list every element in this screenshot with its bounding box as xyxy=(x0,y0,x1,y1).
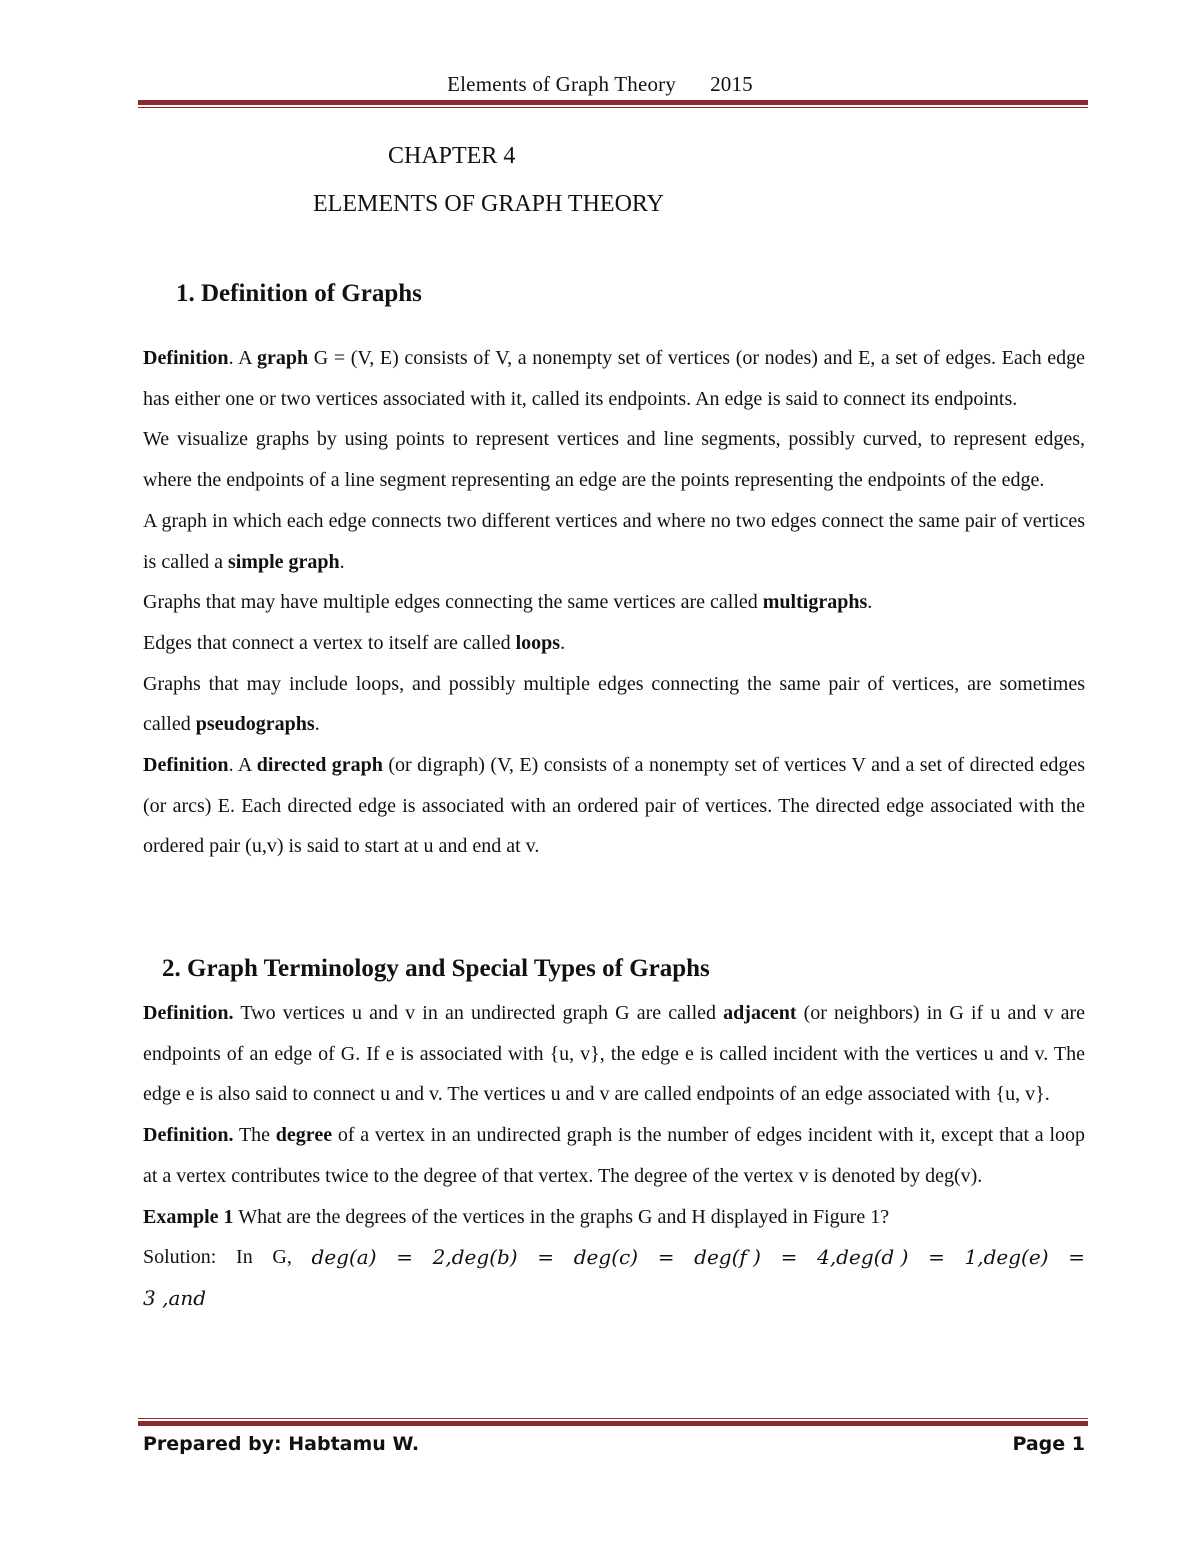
text: Graphs that may include loops, and possibly multiple edges connecting the same pair of vertices, are sometimes called xyxy=(143,672,1085,736)
paragraph xyxy=(143,501,1085,582)
text: In xyxy=(236,1246,253,1269)
bold-term: Definition. xyxy=(143,1124,234,1147)
text: . xyxy=(560,631,566,654)
paragraph xyxy=(143,993,1085,1115)
text: of a vertex in an undirected graph is the number of edges incident with it, except that a loop at a vertex contributes twice to the degree of that vertex. The degree of the vertex v is denoted by deg(v). xyxy=(143,1124,1085,1187)
header-rule-thick xyxy=(138,100,1088,105)
footer-page-number: Page 1 xyxy=(1012,1433,1085,1455)
bold-term: directed graph xyxy=(256,754,383,777)
page-footer xyxy=(143,1433,1085,1455)
math-term: = xyxy=(780,1245,798,1270)
paragraph xyxy=(143,745,1085,867)
math-term: deg(c) xyxy=(573,1245,638,1270)
paragraph xyxy=(143,1197,1085,1238)
text: (or neighbors) in G if u and v are endpoints of an edge of G. If e is associated with {u, v}, the edge e is called incident with the vertices u and v. The edge e is also said to connect u and v. The vertices u and v are called endpoints of an edge associated with {u, v}. xyxy=(143,1002,1085,1106)
math-term: 4,deg(d ) xyxy=(817,1245,909,1270)
solution-label: Solution: xyxy=(143,1246,217,1269)
text: . xyxy=(867,591,873,614)
paragraph xyxy=(143,1115,1085,1196)
math-term: 2,deg(b) xyxy=(432,1245,518,1270)
text: The xyxy=(233,1124,276,1147)
header-year: 2015 xyxy=(710,72,753,96)
chapter-title: ELEMENTS OF GRAPH THEORY xyxy=(313,191,664,217)
math-term: = xyxy=(1068,1245,1085,1270)
math-term: deg(f ) xyxy=(694,1245,761,1270)
chapter-number: CHAPTER 4 xyxy=(388,143,516,169)
math-term: = xyxy=(537,1245,555,1270)
text: G, xyxy=(272,1246,292,1269)
bold-term: loops xyxy=(515,631,561,654)
text: Two vertices u and v in an undirected graph G are called xyxy=(233,1002,724,1024)
text: . A xyxy=(228,347,258,369)
footer-prepared-by: Prepared by: Habtamu W. xyxy=(143,1433,420,1455)
bold-term: multigraphs xyxy=(762,591,868,614)
text: . xyxy=(314,713,320,736)
math-term: 1,deg(e) xyxy=(964,1245,1049,1270)
text: (or digraph) (V, E) consists of a nonempty set of vertices V and a set of directed edges (or arcs) E. Each directed edge is associated with an ordered pair of vertices. The directed edge associated with the ordered pair (u,v) is said to start at u and end at v. xyxy=(143,754,1085,858)
bold-term: adjacent xyxy=(723,1002,797,1024)
section-2-body xyxy=(143,993,1085,1319)
paragraph xyxy=(143,623,1085,664)
header-title: Elements of Graph Theory xyxy=(447,72,677,96)
bold-term: pseudographs xyxy=(195,713,315,736)
bold-term: degree xyxy=(275,1124,333,1147)
math-term: deg(a) xyxy=(311,1245,377,1270)
text: G = (V, E) consists of V, a nonempty set of vertices (or nodes) and E, a set of edges. Each edge has either one or two vertices associated with it, called its endpoints. An edge is said to connect its endpoints. xyxy=(143,347,1085,410)
bold-term: Definition. xyxy=(143,1002,234,1024)
bold-term: simple graph xyxy=(227,550,340,573)
text: A graph in which each edge connects two different vertices and where no two edges connect the same pair of vertices is called a xyxy=(143,509,1085,573)
text: What are the degrees of the vertices in the graphs G and H displayed in Figure 1? xyxy=(233,1205,890,1228)
bold-term: Definition xyxy=(143,754,229,777)
text: . A xyxy=(228,754,257,777)
footer-rule-thin xyxy=(138,1418,1088,1419)
paragraph xyxy=(143,664,1085,745)
bold-term: Definition xyxy=(143,347,229,369)
section-heading-1: 1. Definition of Graphs xyxy=(176,280,422,307)
math-term: = xyxy=(928,1245,945,1270)
solution-line-1 xyxy=(143,1237,1085,1278)
bold-term: Example 1 xyxy=(143,1205,234,1228)
text: Edges that connect a vertex to itself are called xyxy=(143,631,516,654)
section-1-body xyxy=(143,338,1085,867)
header-rule-thin xyxy=(138,107,1088,108)
section-heading-2: 2. Graph Terminology and Special Types of Graphs xyxy=(162,955,710,982)
footer-rule-thick xyxy=(138,1421,1088,1426)
paragraph xyxy=(143,582,1085,623)
text: . xyxy=(339,550,345,573)
bold-term: graph xyxy=(257,347,309,369)
math-term: = xyxy=(396,1245,413,1270)
page-header xyxy=(0,72,1200,97)
text: Graphs that may have multiple edges connecting the same vertices are called xyxy=(143,591,763,614)
solution-line-2: 3 ,and xyxy=(143,1285,207,1310)
paragraph: We visualize graphs by using points to represent vertices and line segments, possibly curved, to represent edges, where the endpoints of a line segment representing an edge are the points representing the endpoints of the edge. xyxy=(143,428,1085,492)
paragraph xyxy=(143,338,1085,419)
math-term: = xyxy=(657,1245,675,1270)
